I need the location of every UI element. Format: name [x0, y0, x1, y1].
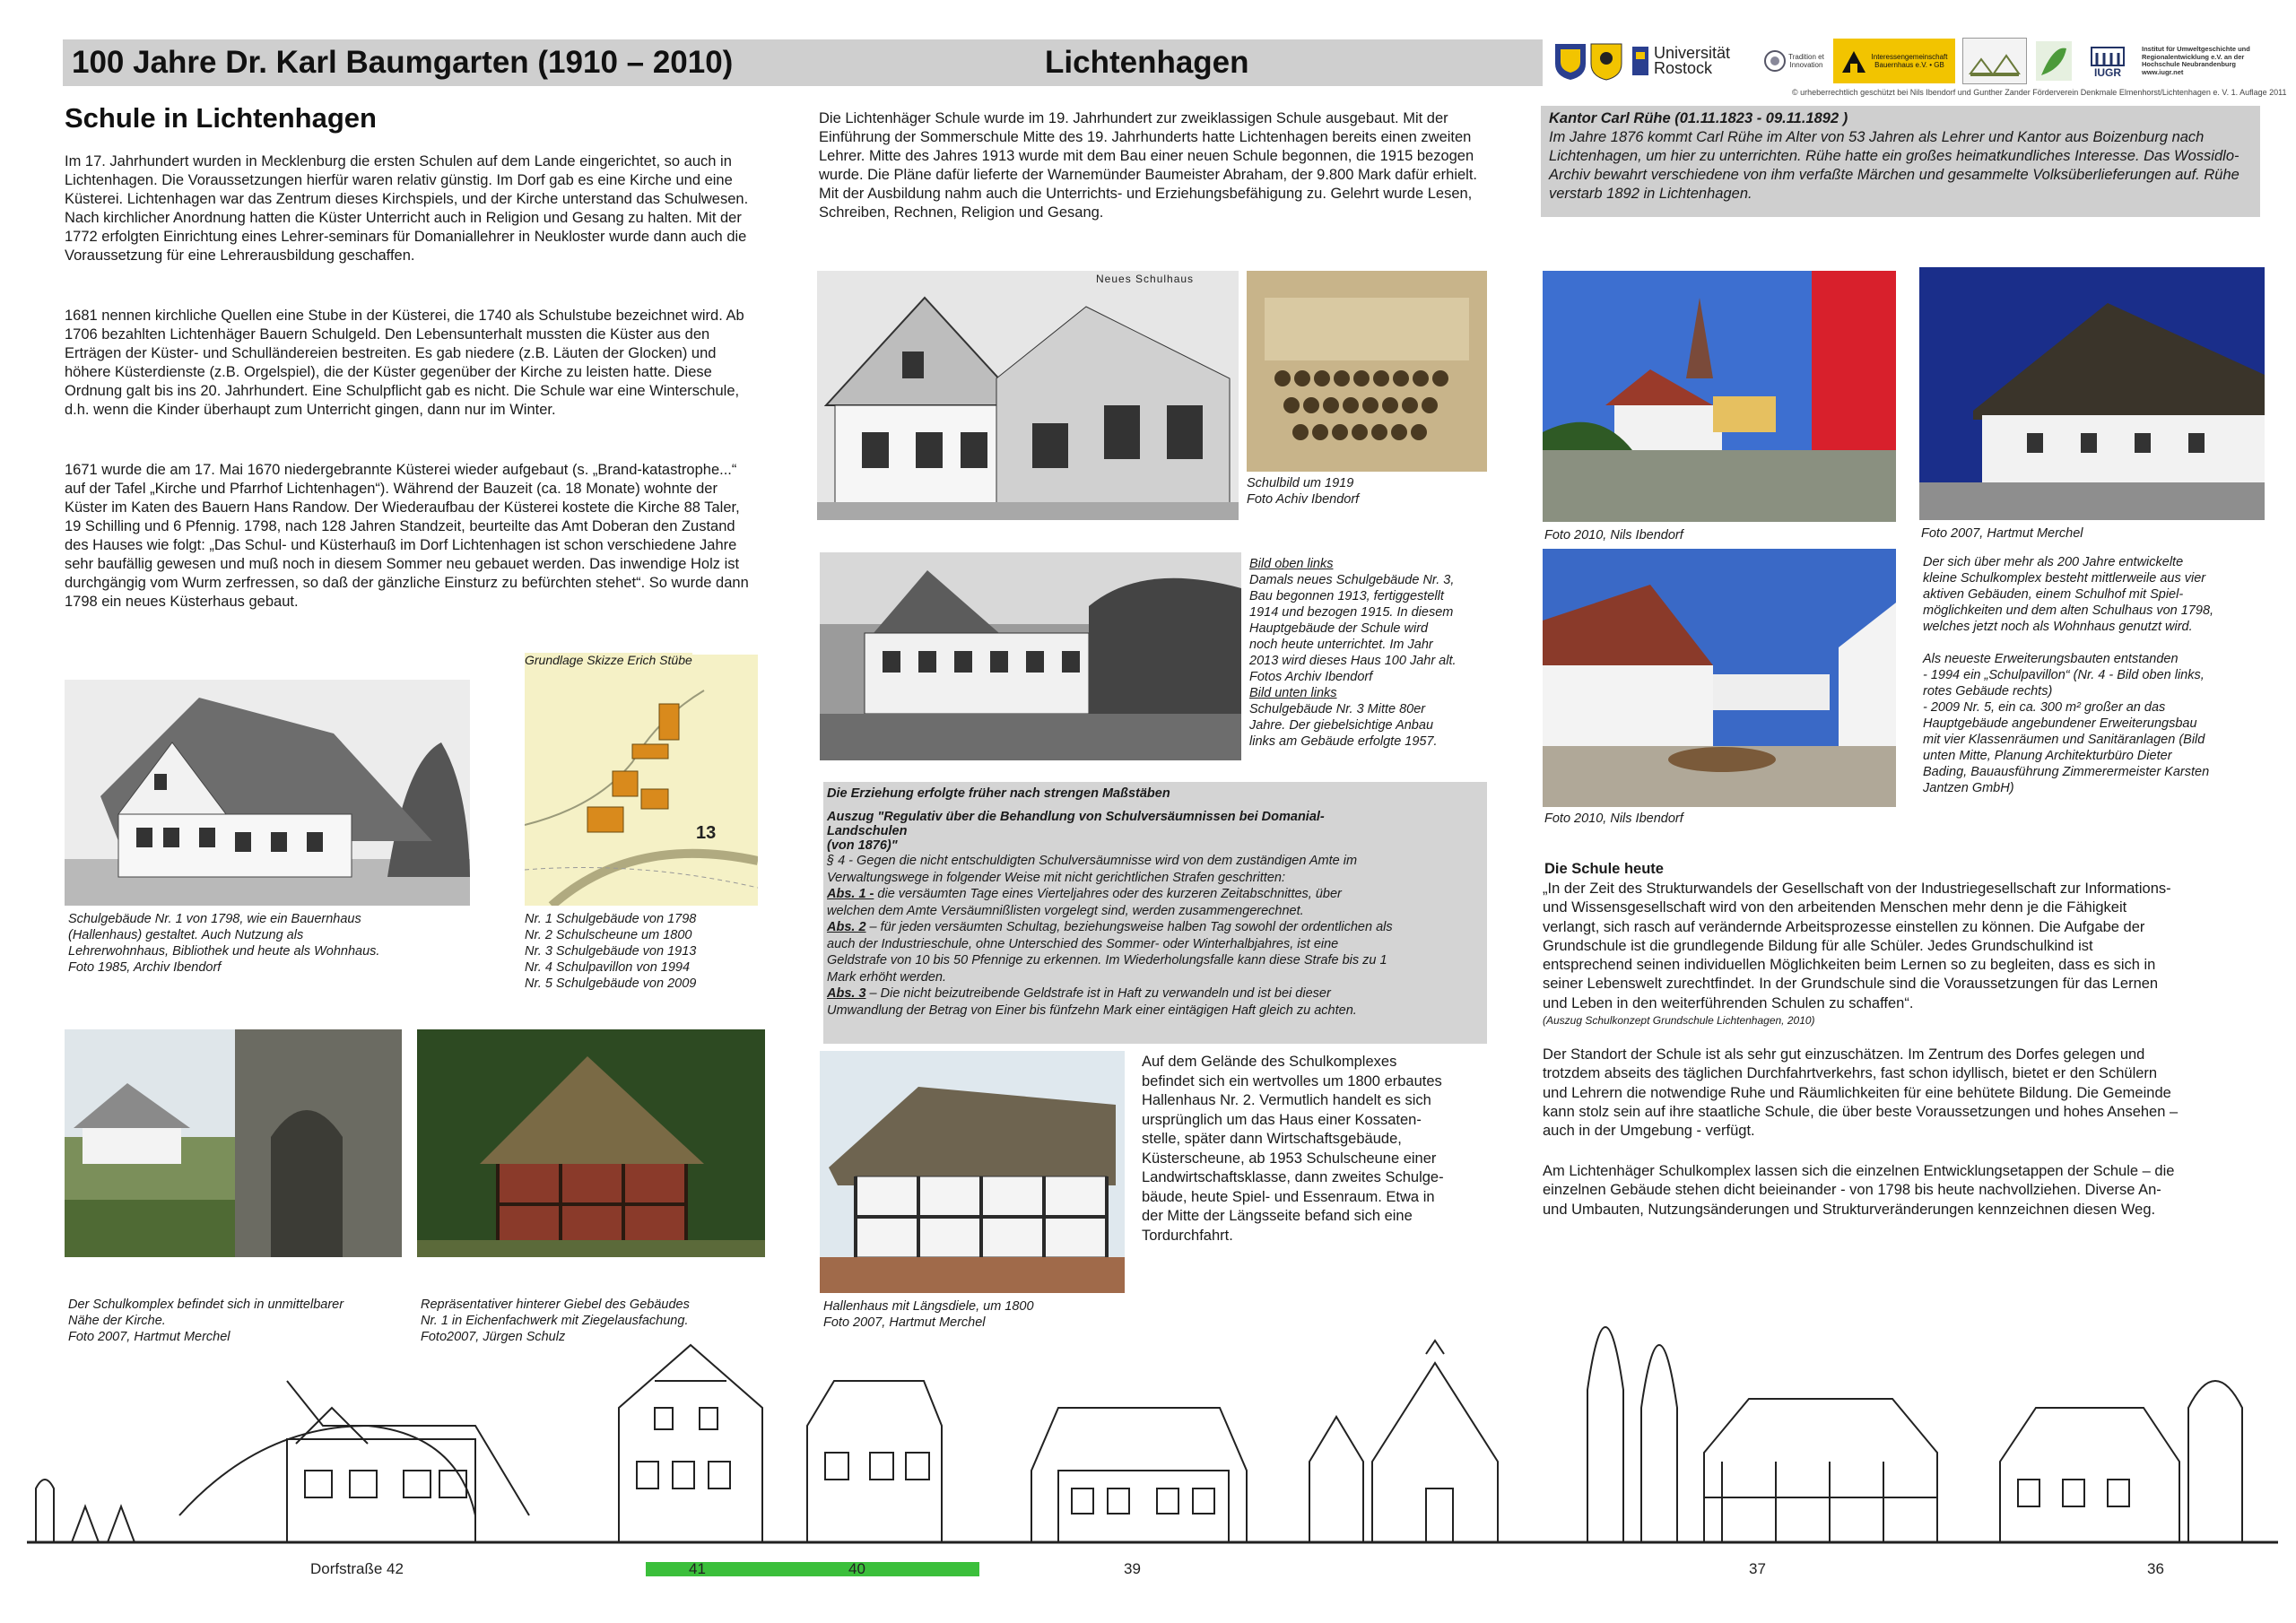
photo-schoolyard-2010: [1543, 549, 1896, 807]
university-logo: Universität Rostock: [1631, 39, 1756, 83]
caption-school-building-1: Schulgebäude Nr. 1 von 1798, wie ein Bauernhaus (Hallenhaus) gestaltet. Auch Nutzung als Lehrerwohnhaus, Bibliothek und heute als Wohnhaus. Foto 1985, Archiv Ibendorf: [68, 912, 380, 975]
paragraph-19th-century: Die Lichtenhäger Schule wurde im 19. Jahrhundert zur zweiklassigen Schule ausgebaut. Mit der Einführung der Sommerschule Mitte des 19. Jahrhunderts hatte Lichtenhagen bereits einen zweiten Lehrer. Mitte des Jahres 1913 wurde mit dem Bau einer neuen Schule begonnen, die 1915 bezogen wurde. Die Pläne dafür lieferte der Warnemünder Baumeister Abraham, der 9.800 Mark dafür erhielt. Mit der Ausbildung nahm auch die Unterrichts- und Erziehungsbefähigung zu. Gelehrt wurde Lesen, Schreiben, Rechnen, Religion und Gesang.: [819, 110, 1478, 221]
street-elevation-drawing: [27, 1246, 2278, 1560]
postcard-label: Neues Schulhaus: [1096, 273, 1195, 285]
place-title: Lichtenhagen: [1045, 45, 1249, 80]
village-drawing-logo: [1962, 38, 2027, 84]
kantor-title: Kantor Carl Rühe (01.11.1823 - 09.11.1892 ): [1549, 110, 1848, 126]
paragraph-standort: Der Standort der Schule ist als sehr gut einzuschätzen. Im Zentrum des Dorfes gelegen und trotzdem abseits des täglichen Durchfahrtverkehrs, fast schon idyllisch, bietet er den Schülern und Lehrern die notwendige Ruhe und Räumlichkeiten für eine behütete Bildung. Die Gemeinde kann stolz sein auf ihre staatliche Schule, die über beste Voraussetzungen und hohes Ansehen – auch in der Umgebung - verfügt.: [1543, 1046, 2179, 1140]
photo-church-view: [65, 1029, 402, 1257]
heute-heading: Die Schule heute: [1544, 861, 1664, 877]
caption-class-1919: Schulbild um 1919 Foto Achiv Ibendorf: [1247, 476, 1360, 507]
heute-quote: „In der Zeit des Strukturwandels der Gesellschaft von der Industriegesellschaft zur Informations- und Wissensgesellschaft wird von den arbeitenden Menschen mehr denn je die Fähigkeit verlangt, sich rasch auf verändernde Arbeitsprozesse einstellen zu können. Die Aufgabe der Grundschule ist die grundlegende Bildung für alle Schüler. Jedes Grundschulkind ist entsprechend seinen individuellen Möglichkeiten beim Lernen so zu begleiten, dass es sich in seiner Lebenswelt zurechtfindet. In der Grundschule sind die Voraussetzungen für das Lernen und Leben in den weiterführenden Schulen zu schaffen“. (Auszug Schulkonzept Grundschule Lichtenhagen, 2010): [1543, 881, 2171, 1028]
house-number-37: 37: [1749, 1560, 1766, 1577]
map-plot-number: 13: [696, 823, 717, 843]
site-map-sketch: [525, 655, 758, 906]
caption-photo-b: Foto 2007, Hartmut Merchel: [1921, 526, 2083, 541]
tradition-logo: Tradition et Innovation: [1763, 39, 1826, 83]
caption-rear-gable: Repräsentativer hinterer Giebel des Gebäudes Nr. 1 in Eichenfachwerk mit Ziegelausfachung. Foto2007, Jürgen Schulz: [421, 1298, 690, 1344]
paragraph-rebuild: 1671 wurde die am 17. Mai 1670 niedergebrannte Küsterei wieder aufgebaut (s. „Brand-katastrophe...“ auf der Tafel „Kirche und Pfarrhof Lichtenhagen“). Während der Bauzeit (ca. 18 Monate) wohnte der Küster im Katen des Bauern Hans Randow. Der Wiederaufbau der Küsterei kostete die Kirche 88 Taler, 19 Schilling und 6 Pfennig. 1798, nach 128 Jahren Standzeit, beurteilte das Amt Doberan den Zustand des Hauses wie folgt: „Das Schul- und Küsterhauß im Dorf Lichtenhagen ist schon verschiedene Jahre sehr baufällig gewesen und muß noch in diesem Sommer neu gebauet werden. Das inwendige Holz ist durchgängig vom Wurm zerfressen, so daß der gänzliche Einsturz zu befürchten stehet“. So wurde dann 1798 ein neues Küsterhaus gebaut.: [65, 462, 749, 610]
caption-complex-overview: Der sich über mehr als 200 Jahre entwickelte kleine Schulkomplex besteht mittlerweile aus vier aktiven Gebäuden, einem Schulhof mit Spiel- möglichkeiten und dem alten Schulhaus von 1798, welches jetzt noch als Wohnhaus genutzt wird. Als neueste Erweiterungsbauten entstanden - 1994 ein „Schulpavillon“ (Nr. 4 - Bild oben links, rotes Gebäude rechts) - 2009 Nr. 5, ein ca. 300 m² großer an das Hauptgebäude angebundener Erweiterungsbau mit vier Klassenräumen und Sanitäranlagen (Bild unten Mitte, Planung Architekturbüro Dieter Bading, Bauausführung Zimmerermeister Karsten Jantzen GmbH): [1923, 555, 2214, 795]
house-number-39: 39: [1124, 1560, 1141, 1577]
copyright-note: © urheberrechtlich geschützt bei Nils Ibendorf und Gunther Zander Förderverein Denkmale Elmenhorst/Lichtenhagen e. V. 1. Auflage 2011: [1792, 88, 2287, 97]
house-number-41: 41: [689, 1560, 706, 1577]
caption-church-view: Der Schulkomplex befindet sich in unmittelbarer Nähe der Kirche. Foto 2007, Hartmut Merchel: [68, 1298, 344, 1344]
street-label: Dorfstraße 42: [310, 1560, 404, 1577]
caption-photo-c: Foto 2010, Nils Ibendorf: [1544, 812, 1683, 826]
photo-school-2007-thatched: [1919, 267, 2265, 520]
photo-school-building-1: [65, 680, 470, 906]
photo-school-2010-red: [1543, 271, 1896, 522]
caption-hallenhaus: Hallenhaus mit Längsdiele, um 1800 Foto 2007, Hartmut Merchel: [823, 1299, 1034, 1330]
kantor-text: Im Jahre 1876 kommt Carl Rühe im Alter von 53 Jahren als Lehrer und Kantor aus Boizenburg nach Lichtenhagen, um hier zu unterrichten. Rühe hatte ein großes heimatkundliches Interesse. Das Wossidlo-Archiv bewahrt verschiedene von ihm verfaßte Märchen und gesammelte Volksüberlieferungen auf. Rühe verstarb 1892 in Lichtenhagen.: [1549, 129, 2239, 202]
section-heading: Schule in Lichtenhagen: [65, 102, 377, 134]
paragraph-intro: Im 17. Jahrhundert wurden in Mecklenburg die ersten Schulen auf dem Lande eingerichtet, so auch in Lichtenhagen. Die Voraussetzungen hierfür waren relativ günstig. Im Dorf gab es eine Kirche und eine Küsterei. Lichtenhagen war das Zentrum dieses Kirchspiels, und der Kirche unterstand das Schulwesen. Nach kirchlicher Anordnung hatten die Küster Unterricht auch in Religion und Gesang zu halten. Mit der 1772 erfolgten Einrichtung eines Lehrer-seminars für Domaniallehrer in Neukloster wurde dann auch die Voraussetzung für eine Lehrerausbildung geschaffen.: [65, 153, 749, 264]
paragraph-hallenhaus: Auf dem Gelände des Schulkomplexes befindet sich ein wertvolles um 1800 erbautes Hallenhaus Nr. 2. Vermutlich handelt es sich ursprünglich um das Haus einer Kossaten- stelle, später dann Wirtschaftsgebäude, Küsterscheune, ab 1953 Schulscheune einer Landwirtschaftsklasse, dann zweites Schulge- bäude, heute Spiel- und Essenraum. Etwa in der Mitte der Längsseite befand sich eine Tordurchfahrt.: [1142, 1054, 1444, 1244]
house-number-40: 40: [848, 1560, 865, 1577]
caption-map-legend: Nr. 1 Schulgebäude von 1798 Nr. 2 Schulscheune um 1800 Nr. 3 Schulgebäude von 1913 Nr. 4 Schulpavillon von 1994 Nr. 5 Schulgebäude von 2009: [525, 912, 697, 991]
logo-strip: [1553, 34, 2271, 88]
map-credit: Grundlage Skizze Erich Stübe: [525, 653, 692, 667]
photo-rear-gable: [417, 1029, 765, 1257]
coat-of-arms-logo: [1553, 39, 1623, 83]
photo-new-schoolhouse-postcard: [817, 271, 1239, 520]
caption-school-photos: Bild oben links Damals neues Schulgebäude Nr. 3, Bau begonnen 1913, fertiggestellt 1914 und bezogen 1915. In diesem Hauptgebäude der Schule wird noch heute unterrichtet. Im Jahr 2013 wird dieses Haus 100 Jahr alt. Fotos Archiv Ibendorf Bild unten links Schulgebäude Nr. 3 Mitte 80er Jahre. Der giebelsichtige Anbau links am Gebäude erfolgte 1957.: [1249, 557, 1457, 749]
caption-photo-a: Foto 2010, Nils Ibendorf: [1544, 528, 1683, 542]
photo-school-80s: [820, 552, 1241, 760]
paragraph-kuesterei: 1681 nennen kirchliche Quellen eine Stube in der Küsterei, die 1740 als Schulstube bezeichnet wird. Ab 1706 bezahlten Lichtenhäger Bauern Schulgeld. Den Lebensunterhalt mussten die Küster aus den Erträgen der Küster- und Schulländereien bestreiten. Es gab niedere (z.B. Läuten der Glocken) und höhere Küsterdienste (z.B. Orgelspiel), die der Küster gegenüber der Kirche zu leisten hatte. Diese Ordnung galt bis ins 20. Jahrhundert. Eine Schulpflicht gab es nicht. Die Schule war eine Winterschule, d.h. wenn die Kinder überhaupt zum Unterricht gingen, dann nur im Winter.: [65, 308, 744, 418]
leaf-logo: [2034, 39, 2074, 83]
photo-class-1919: [1247, 271, 1487, 472]
institut-logo: Institut für Umweltgeschichte und Regionalentwicklung e.V. an der Hochschule Neubrandenburg www.iugr.net: [2142, 45, 2250, 76]
house-number-36: 36: [2147, 1560, 2164, 1577]
regulation-content: Die Erziehung erfolgte früher nach strengen Maßstäben Auszug "Regulativ über die Behandlung von Schulversäumnissen bei Domanial- Landschulen (von 1876)" § 4 - Gegen die nicht entschuldigten Schulversäumnisse wird von dem zuständigen Amte im Verwaltungswege in folgender Weise mit nicht gerichtlichen Strafen geschritten: Abs. 1 - die versäumten Tage eines Vierteljahres oder des kurzeren Zeitabschnittes, über welchen dem Amte Versäumnißlisten vorgelegt sind, werden zusammengerechnet. Abs. 2 – für jeden versäumten Schultag, beziehungsweise halben Tag sowohl der ordentlichen als auch der Industrieschule, ohne Unterschied des Sommer- oder Winterhalbjahres, ist eine Geldstrafe von 10 bis 50 Pfennige zu erkennen. Im Wiederholungsfalle kann diese Strafe bis zu 1 Mark erhöht werden. Abs. 3 – Die nicht beizutreibende Geldstrafe ist in Haft zu verwandeln und ist bei dieser Umwandlung der Betrag von Einer bis fünfzehn Mark einer eintägigen Haft gleich zu achten.: [827, 786, 1393, 1018]
interessengemeinschaft-logo: Interessengemeinschaft Bauernhaus e.V. • GB: [1833, 39, 1955, 83]
paragraph-komplex: Am Lichtenhäger Schulkomplex lassen sich die einzelnen Entwicklungsetappen der Schule – die einzelnen Gebäude stehen dicht beieinander - von 1798 bis heute nachvollziehen. Diverse An- und Umbauten, Nutzungsänderungen und Strukturveränderungen kennzeichnen diesen Weg.: [1543, 1163, 2175, 1218]
iugr-logo: IUGR: [2081, 39, 2135, 83]
page-title: 100 Jahre Dr. Karl Baumgarten (1910 – 2010): [72, 45, 734, 80]
